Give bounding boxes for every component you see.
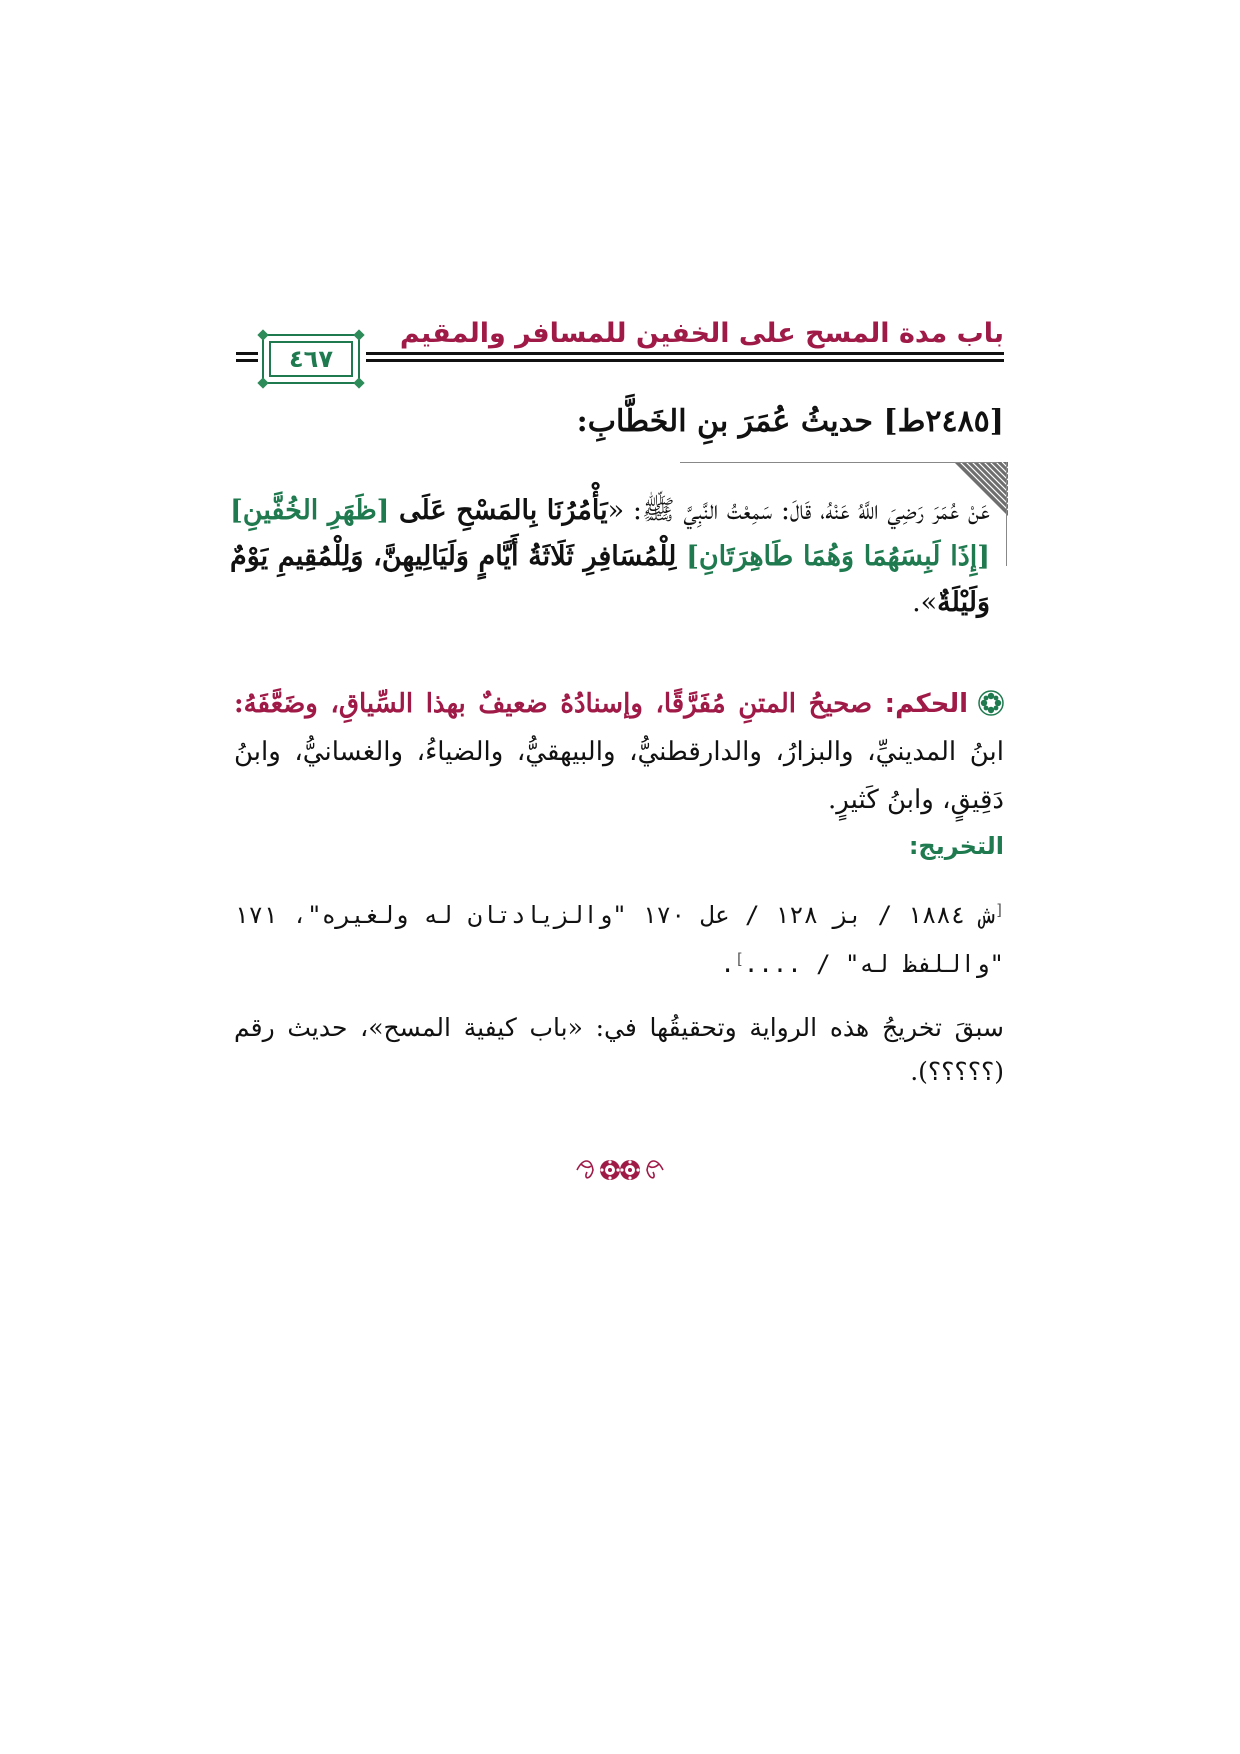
page-number: ٤٦٧ <box>269 341 353 377</box>
hadith-closing: ». <box>912 587 938 618</box>
cross-reference-note: سبقَ تخريجُ هذه الرواية وتحقيقُها في: «باب كيفية المسح»، حديث رقم (؟؟؟؟؟). <box>234 1013 1004 1086</box>
corner-diamond-icon <box>257 329 268 340</box>
takhrij-sources <box>234 888 1004 986</box>
hadith-text <box>230 488 990 626</box>
hadith-addition: [ظَهَرِ الخُفَّينِ] <box>230 495 390 526</box>
frame-line <box>680 462 998 463</box>
running-title: باب مدة المسح على الخفين للمسافر والمقيم <box>399 318 1004 349</box>
corner-diamond-icon <box>353 377 364 388</box>
hadith-quote: لِلْمُسَافِرِ ثَلَاثَةُ أَيَّامٍ وَلَيَالِيهِنَّ، وَلِلْمُقِيمِ يَوْمٌ وَلَيْلَةٌ <box>230 541 990 618</box>
frame-line <box>1006 462 1007 566</box>
ruling-label: الحكم: <box>872 689 968 719</box>
page-number-badge <box>262 334 360 384</box>
hadith-quote: يَأْمُرُنَا بِالمَسْحِ عَلَى <box>389 495 608 526</box>
header-rule <box>366 352 1004 355</box>
corner-diamond-icon <box>353 329 364 340</box>
takhrij-sources-text: ش ١٨٨٤ / بز ١٢٨ / عل ١٧٠ "والزيادتان له ولغيره"، ١٧١ "واللفظ له" / .... <box>234 901 1004 978</box>
takhrij-label: التخريج: <box>908 832 1004 860</box>
header-rule <box>236 352 258 355</box>
flower-ornament-icon <box>978 690 1004 716</box>
ruling-paragraph <box>234 680 1004 824</box>
hadith-intro: عَنْ عُمَرَ رَضِيَ اللَّهُ عَنْهُ، قَالَ: سَمِعْتُ النَّبِيَّ ﷺ: « <box>607 495 990 526</box>
hadith-heading: [٢٤٨٥ط] حديثُ عُمَرَ بنِ الخَطَّابِ: <box>576 404 1004 439</box>
ruling-scholars: ابنُ المدينيِّ، والبزارُ، والدارقطنيُّ، والبيهقيُّ، والضياءُ، والغسانيُّ، وابنُ دَقِيقٍ، وابنُ كَثيرٍ. <box>234 737 1004 815</box>
open-bracket-mark: [ <box>994 901 1005 919</box>
header-rule <box>366 359 1004 362</box>
takhrij-period: . <box>720 950 735 978</box>
corner-diamond-icon <box>257 377 268 388</box>
header-rule <box>236 359 258 362</box>
ruling-verdict: صحيحُ المتنِ مُفَرَّقًا، وإسنادُهُ ضعيفٌ بهذا السِّياقِ، وضَعَّفَهُ: <box>234 689 873 719</box>
hadith-addition: [إِذَا لَبِسَهُمَا وَهُمَا طَاهِرَتَانِ] <box>686 541 990 572</box>
floral-divider-icon <box>575 1150 665 1190</box>
close-bracket-mark: ] <box>734 950 744 968</box>
